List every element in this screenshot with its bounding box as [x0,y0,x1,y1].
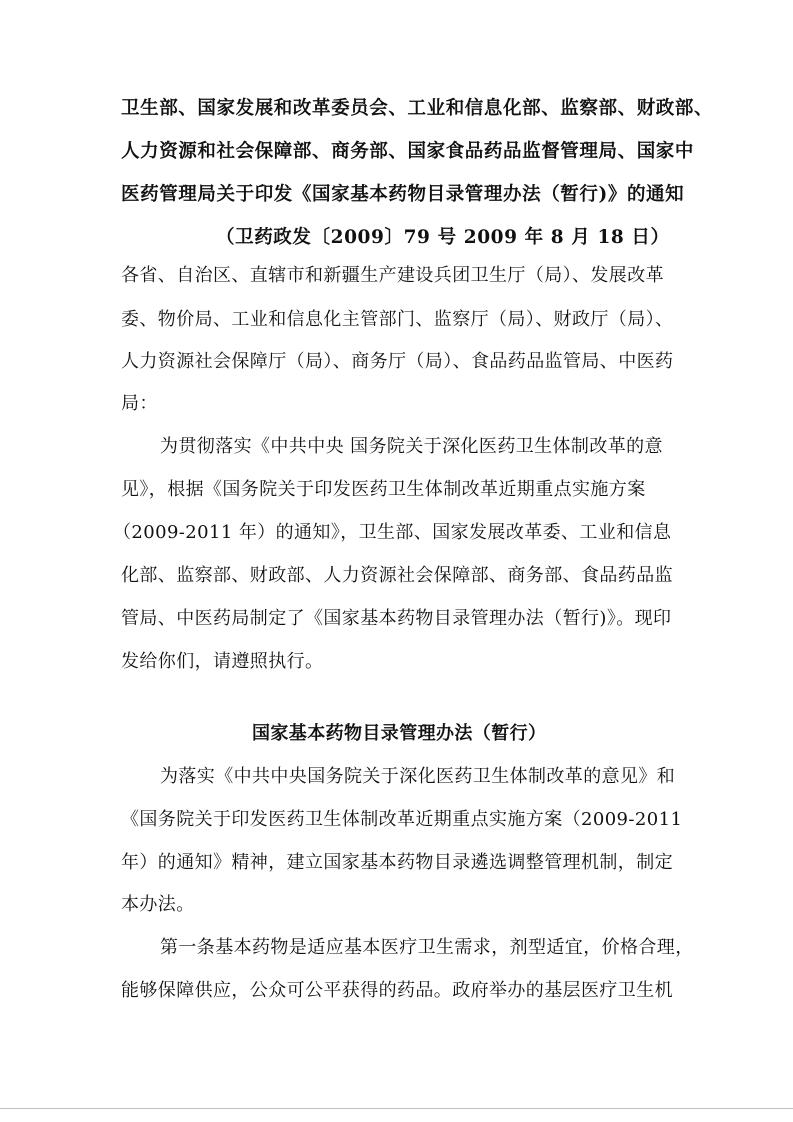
notice-body-line-2: 见》，根据《国务院关于印发医药卫生体制改革近期重点实施方案 [121,479,646,500]
notice-body-line-5: 管局、中医药局制定了《国家基本药物目录管理办法（暂行)》。现印 [121,608,672,629]
document-number: （卫药政发〔2009〕79 号 2009 年 8 月 18 日） [216,227,670,248]
notice-title-line-3: 医药管理局关于印发《国家基本药物目录管理办法（暂行)》的通知 [121,184,685,205]
section-title: 国家基本药物目录管理办法（暂行） [252,723,547,744]
notice-title-line-2: 人力资源和社会保障部、商务部、国家食品药品监督管理局、国家中 [121,141,695,162]
notice-body-line-4: 化部、监察部、财政部、人力资源社会保障部、商务部、食品药品监 [121,565,673,586]
notice-title-line-1: 卫生部、国家发展和改革委员会、工业和信息化部、监察部、财政部、 [121,98,714,119]
addressee-line-2: 委、物价局、工业和信息化主管部门、监察厅（局）、财政厅（局）、 [121,309,674,330]
article-1-line-1: 第一条基本药物是适应基本医疗卫生需求，剂型适宜，价格合理， [160,937,694,958]
addressee-line-4: 局： [121,393,158,414]
notice-body-line-3: （2009-2011 年）的通知》，卫生部、国家发展改革委、工业和信息 [113,522,672,543]
preamble-line-2: 《国务院关于印发医药卫生体制改革近期重点实施方案（2009-2011 [121,809,683,830]
preamble-line-4: 本办法。 [121,894,195,915]
notice-body-line-1: 为贯彻落实《中共中央 国务院关于深化医药卫生体制改革的意 [160,436,663,457]
addressee-line-3: 人力资源社会保障厅（局）、商务厅（局）、食品药品监管局、中医药 [121,351,674,372]
page-bottom-divider [0,1108,793,1109]
preamble-line-3: 年）的通知》精神，建立国家基本药物目录遴选调整管理机制，制定 [121,852,673,873]
addressee-line-1: 各省、自治区、直辖市和新疆生产建设兵团卫生厅（局）、发展改革 [121,265,664,286]
preamble-line-1: 为落实《中共中央国务院关于深化医药卫生体制改革的意见》和 [160,766,676,787]
article-1-line-2: 能够保障供应，公众可公平获得的药品。政府举办的基层医疗卫生机 [121,980,673,1001]
notice-body-line-6: 发给你们，请遵照执行。 [121,651,324,672]
